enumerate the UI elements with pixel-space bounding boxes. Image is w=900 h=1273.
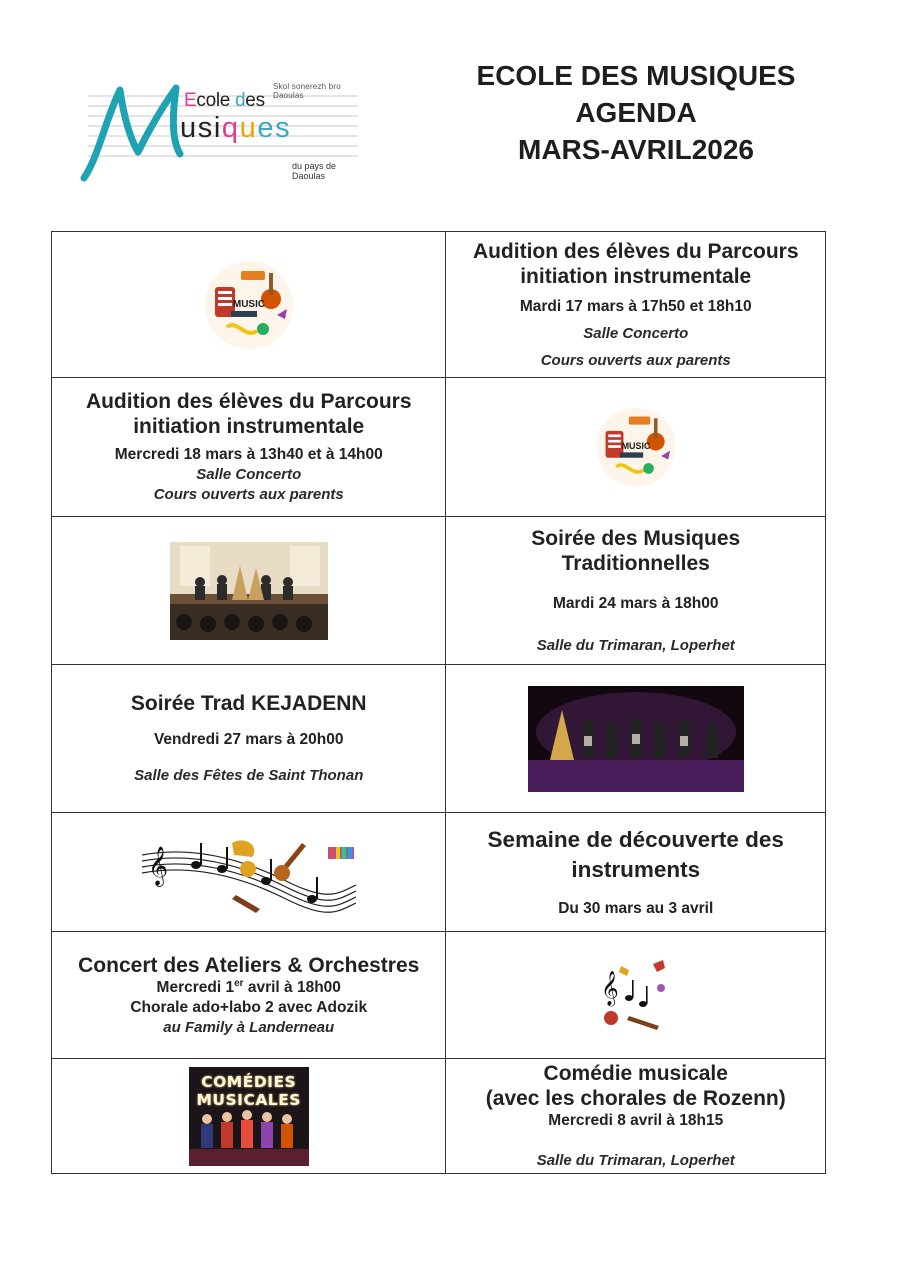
page-title xyxy=(420,57,852,168)
agenda-cell-image xyxy=(446,932,826,1058)
logo-tagline: Skol sonerezh bro Daoulas xyxy=(273,82,341,100)
agenda-row xyxy=(52,1059,826,1174)
event-title: Audition des élèves du Parcours xyxy=(472,239,799,263)
event-title: initiation instrumentale xyxy=(520,264,752,288)
event-place: Salle des Fêtes de Saint Thonan xyxy=(134,767,364,784)
event-place: Salle Concerto xyxy=(196,466,302,483)
event-date: Mardi 17 mars à 17h50 et 18h10 xyxy=(519,297,752,315)
agenda-row xyxy=(52,813,826,932)
agenda-row xyxy=(52,517,826,665)
concert-hall-photo xyxy=(170,542,328,640)
agenda-cell-image xyxy=(52,813,446,931)
event-date: Mardi 24 mars à 18h00 xyxy=(553,594,719,612)
poster-title-line-2: MUSICALES xyxy=(196,1090,301,1109)
event-date: Du 30 mars au 3 avril xyxy=(558,900,714,917)
agenda-cell-image xyxy=(52,1059,446,1173)
event-date: Mercredi 1er avril à 18h00 xyxy=(156,977,341,996)
event-note: Cours ouverts aux parents xyxy=(540,351,731,369)
agenda-cell-image xyxy=(446,665,826,812)
poster-title-line-1: COMÉDIES xyxy=(201,1072,297,1091)
comedies-musicales-poster xyxy=(189,1067,309,1166)
logo-school-name: Ecole des xyxy=(184,90,265,111)
event-title: Traditionnelles xyxy=(561,551,710,575)
agenda-event-semaine-decouverte xyxy=(446,813,826,931)
event-title: (avec les chorales de Rozenn) xyxy=(485,1087,786,1110)
event-date: Vendredi 27 mars à 20h00 xyxy=(153,731,344,748)
school-logo xyxy=(80,78,365,186)
event-note: Cours ouverts aux parents xyxy=(153,486,344,503)
agenda-row xyxy=(52,665,826,813)
event-place: Salle du Trimaran, Loperhet xyxy=(536,636,735,654)
event-title: initiation instrumentale xyxy=(133,415,365,438)
title-line-3: MARS-AVRIL2026 xyxy=(518,134,754,165)
event-title: instruments xyxy=(571,857,701,882)
event-place: Salle Concerto xyxy=(583,324,689,342)
musical-notes-illustration xyxy=(136,825,362,919)
event-subtitle: Chorale ado+labo 2 avec Adozik xyxy=(130,998,368,1016)
event-title: Soirée des Musiques xyxy=(531,526,741,550)
logo-subtitle: du pays de Daoulas xyxy=(292,161,337,181)
event-place: Salle du Trimaran, Loperhet xyxy=(536,1152,735,1169)
treble-clef-icon: 𝄞 xyxy=(600,971,619,1006)
music-instruments-illustration xyxy=(593,404,679,490)
agenda-event-kejadenn xyxy=(52,665,446,812)
logo-musiques: usiques xyxy=(180,112,292,144)
treble-clef-icon: 𝄞 xyxy=(147,846,168,886)
title-line-1: ECOLE DES MUSIQUES xyxy=(476,60,796,91)
event-title: Audition des élèves du Parcours xyxy=(85,390,412,413)
event-date: Mercredi 18 mars à 13h40 et à 14h00 xyxy=(114,446,383,463)
stage-performance-photo xyxy=(528,686,744,792)
dancers-graphic xyxy=(189,1067,309,1166)
agenda-event-audition-1 xyxy=(446,232,826,377)
agenda-row xyxy=(52,232,826,378)
agenda-event-soiree-trad xyxy=(446,517,826,664)
music-label: MUSIC xyxy=(621,440,651,451)
event-date: Mercredi 8 avril à 18h15 xyxy=(548,1112,724,1129)
agenda-table xyxy=(51,231,826,1174)
event-title: Comédie musicale xyxy=(543,1062,728,1085)
event-title: Soirée Trad KEJADENN xyxy=(130,692,367,715)
agenda-cell-image xyxy=(446,378,826,516)
agenda-event-comedie-musicale xyxy=(446,1059,826,1173)
agenda-cell-image xyxy=(52,517,446,664)
musical-instruments-clipart xyxy=(599,958,673,1032)
event-place: au Family à Landerneau xyxy=(163,1018,335,1036)
agenda-event-concert-ateliers xyxy=(52,932,446,1058)
event-title: Semaine de découverte des xyxy=(487,827,784,852)
agenda-row xyxy=(52,932,826,1059)
agenda-row xyxy=(52,378,826,517)
title-line-2: AGENDA xyxy=(575,97,697,128)
music-instruments-illustration xyxy=(201,257,297,353)
event-title: Concert des Ateliers & Orchestres xyxy=(78,953,420,977)
music-label: MUSIC xyxy=(232,298,265,310)
agenda-event-audition-2 xyxy=(52,378,446,516)
agenda-cell-image xyxy=(52,232,446,377)
